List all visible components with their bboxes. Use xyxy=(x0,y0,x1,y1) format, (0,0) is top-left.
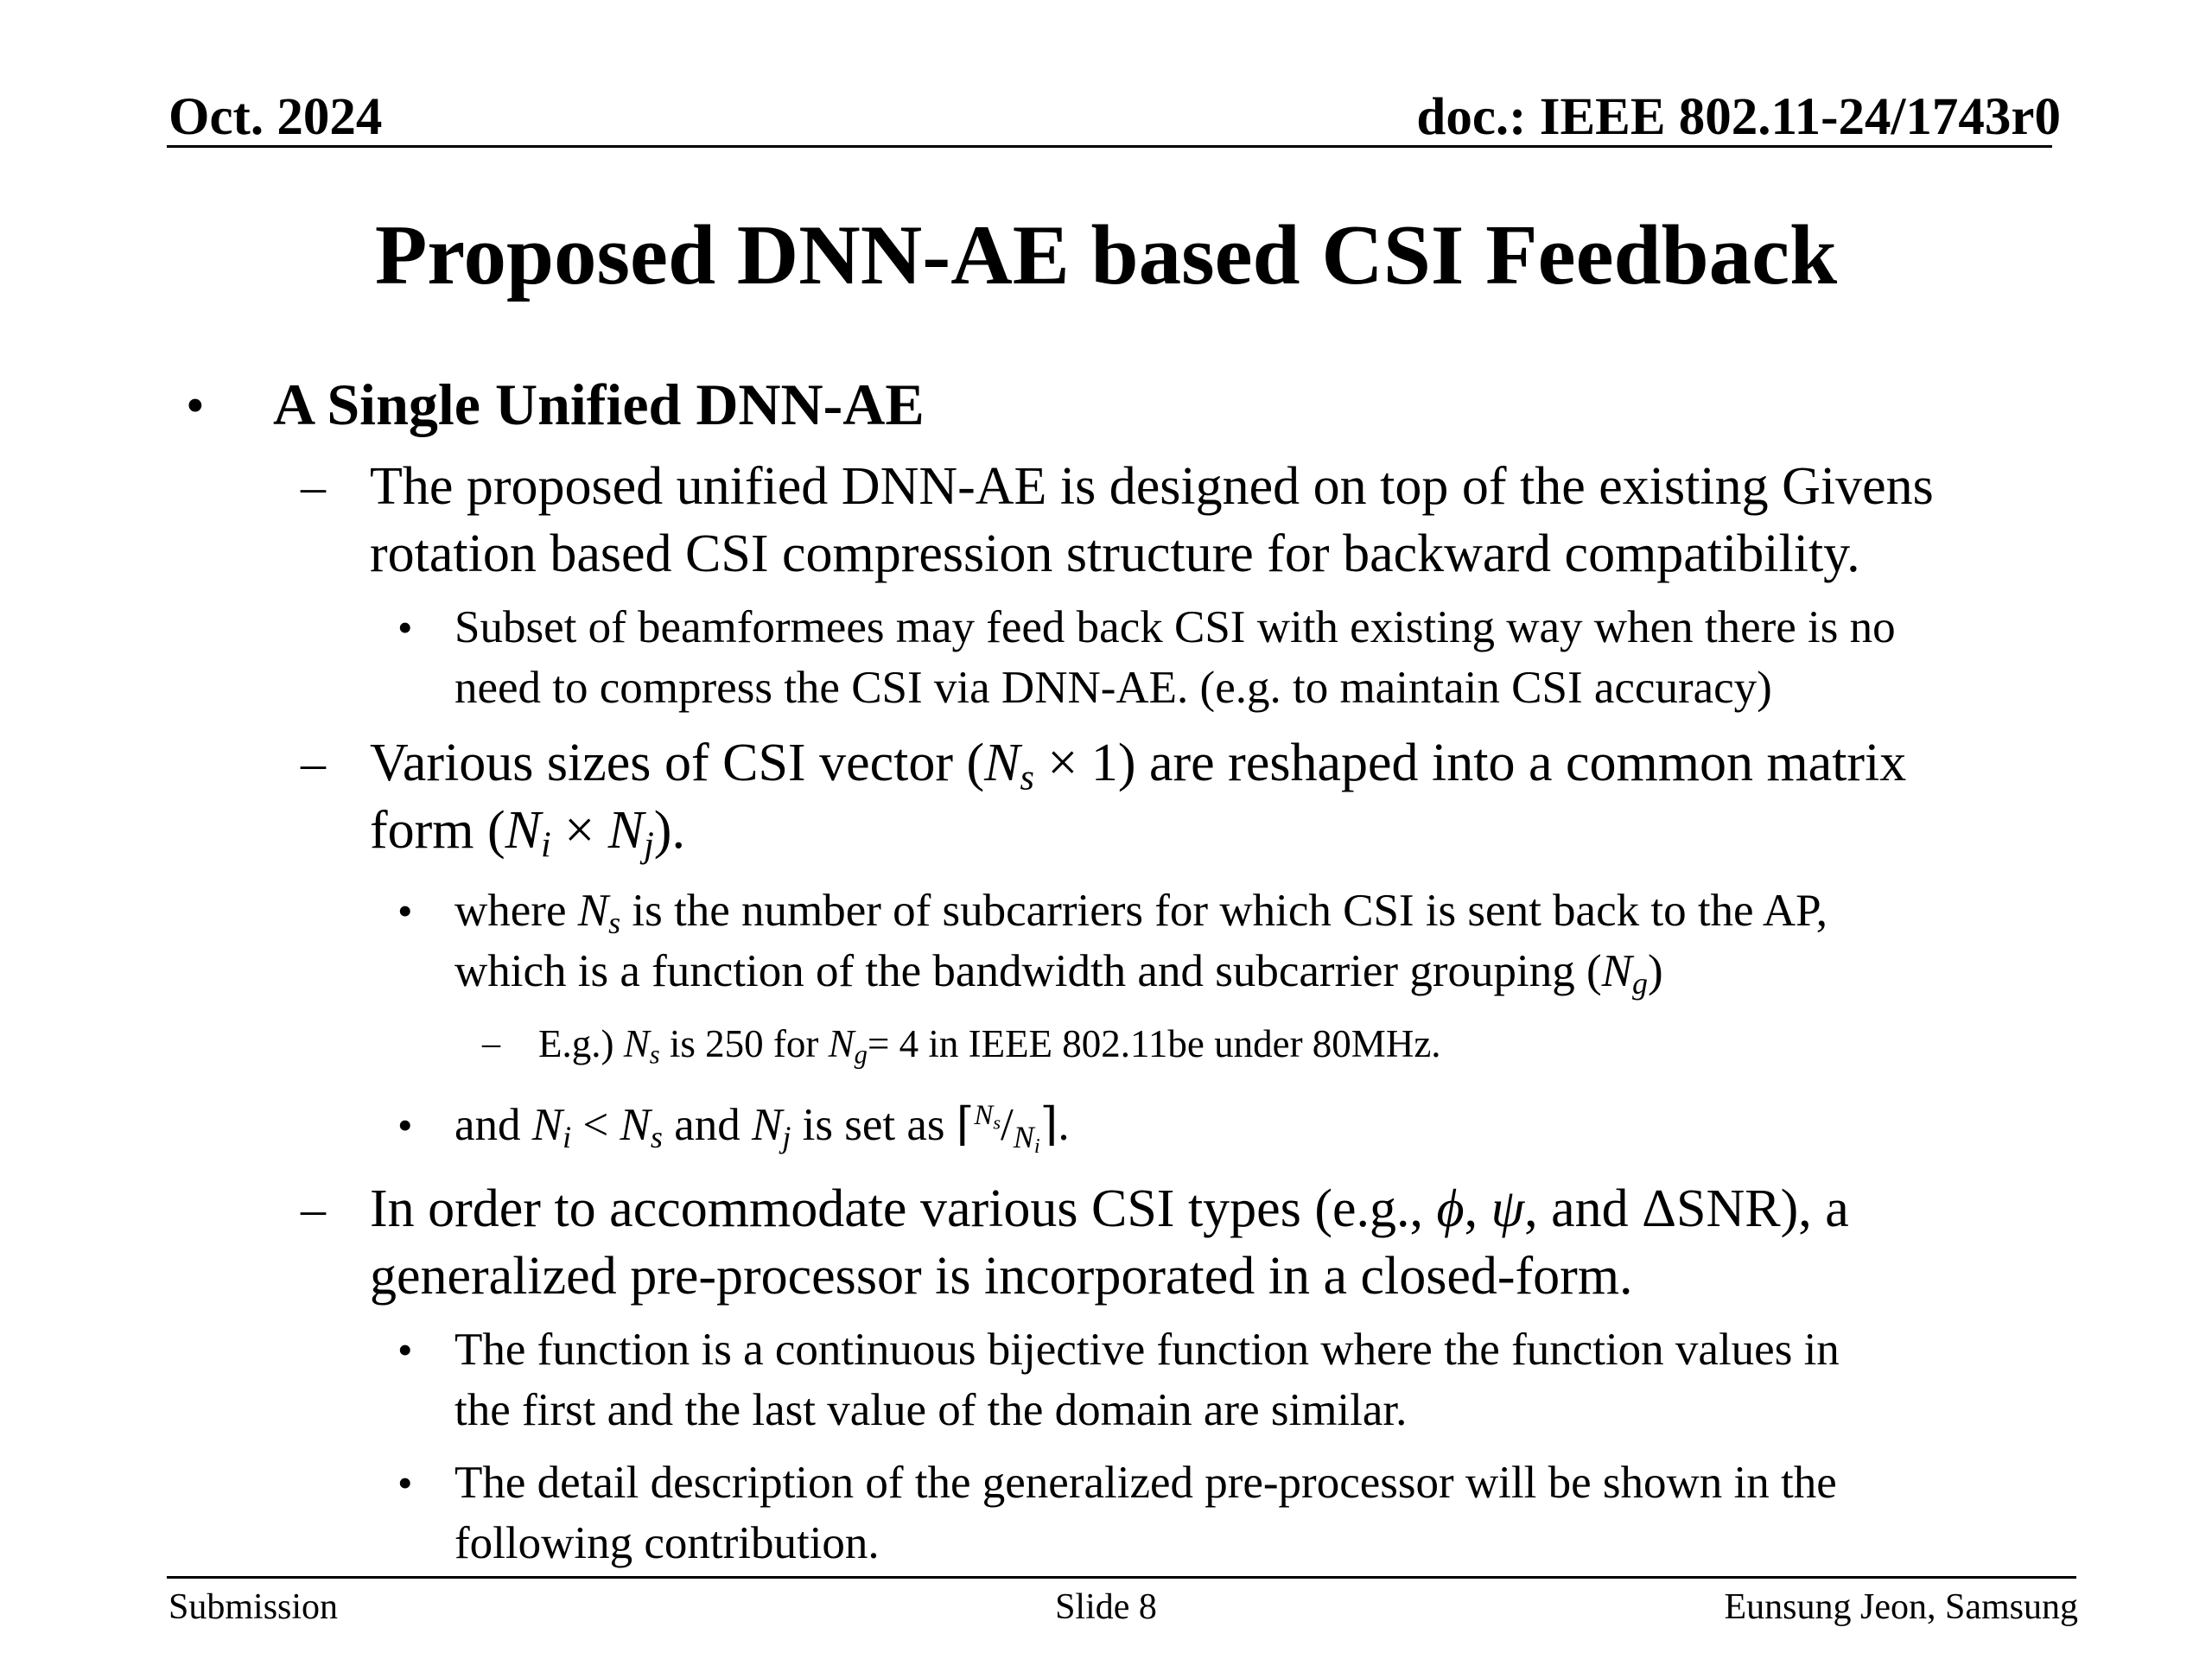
ceil-right: ⌉ xyxy=(1039,1100,1058,1150)
item1-sub1-line1: Subset of beamformees may feed back CSI with existing way when there is no xyxy=(454,602,1896,652)
heading-single-unified: A Single Unified DNN-AE xyxy=(273,372,925,437)
dash-marker: – xyxy=(301,734,326,791)
item2-sub1-line2: which is a function of the bandwidth and subcarrier grouping $(N_g)$ xyxy=(454,946,1663,1001)
item3-sub1-line2: the first and the last value of the domain are similar. xyxy=(454,1385,1408,1435)
math-N: N xyxy=(751,1100,783,1150)
math-sub-g: g xyxy=(854,1039,868,1070)
dash-marker: – xyxy=(482,1024,500,1064)
item3-line2: generalized pre-processor is incorporated in a closed-form. xyxy=(370,1247,1633,1306)
bullet-marker: • xyxy=(397,1459,413,1507)
math-N: N xyxy=(620,1100,651,1150)
math-N: N xyxy=(623,1022,650,1065)
math-N: N xyxy=(505,801,542,860)
math-N: N xyxy=(1601,946,1632,996)
math-N: N xyxy=(828,1022,855,1065)
footer-divider xyxy=(167,1576,2076,1579)
item1-line2: rotation based CSI compression structure for backward compatibility. xyxy=(370,524,1860,583)
math-N: N xyxy=(577,886,609,936)
math-sub-s: s xyxy=(1020,757,1034,798)
footer-author: Eunsung Jeon, Samsung xyxy=(1724,1587,2078,1627)
header-date: Oct. 2024 xyxy=(168,88,383,146)
math-sub-j: j xyxy=(644,824,654,866)
footer-slide-number: Slide 8 xyxy=(1055,1587,1157,1627)
math-phi: ϕ xyxy=(1436,1179,1465,1238)
slide-title: Proposed DNN-AE based CSI Feedback xyxy=(374,208,1838,302)
item2-sub1-line1: where $N_s$ is the number of subcarriers for which CSI is sent back to the AP, xyxy=(454,886,1828,940)
ceil-left: ⌈ xyxy=(956,1100,975,1150)
math-sub-s: s xyxy=(649,1039,660,1070)
bullet-marker: • xyxy=(397,887,413,935)
dash-marker: – xyxy=(301,458,326,514)
dash-marker: – xyxy=(301,1180,326,1236)
item3-sub1-line1: The function is a continuous bijective function where the function values in xyxy=(454,1325,1840,1375)
math-sub-g: g xyxy=(1631,966,1648,1001)
math-sub-j: j xyxy=(782,1120,791,1154)
math-sub-i: i xyxy=(541,824,551,866)
math-sub-s: s xyxy=(650,1120,663,1154)
item1-sub1-line2: need to compress the CSI via DNN-AE. (e.g. to maintain CSI accuracy) xyxy=(454,663,1772,713)
math-sub-s: s xyxy=(608,906,621,940)
math-N: N xyxy=(607,801,645,860)
math-sub-i: i xyxy=(563,1120,572,1154)
item3-sub2-line2: following contribution. xyxy=(454,1518,880,1568)
item2-sub2: and $N_i < N_s$ and $N_j$ is set as $⌈^{N_s}/_{N_i}⌉$. xyxy=(454,1099,1070,1159)
header-divider xyxy=(167,145,2052,148)
item2-line2: form $(N_i \times N_j)$. xyxy=(370,801,685,866)
math-psi: ψ xyxy=(1491,1179,1525,1238)
item3-line1: In order to accommodate various CSI types (e.g., ϕ, ψ, and ΔSNR), a xyxy=(370,1179,1849,1238)
bullet-marker: • xyxy=(397,603,413,652)
header-doc-id: doc.: IEEE 802.11-24/1743r0 xyxy=(1416,88,2061,146)
bullet-marker: • xyxy=(397,1101,413,1149)
bullet-marker: • xyxy=(397,1325,413,1374)
bullet-marker: • xyxy=(186,377,205,435)
item2-example: E.g.) $N_s$ is 250 for $N_g= 4$ in IEEE 802.11be under 80MHz. xyxy=(538,1022,1441,1070)
fraction-slash: / xyxy=(1001,1100,1014,1150)
math-N: N xyxy=(531,1100,563,1150)
math-N: N xyxy=(984,734,1020,792)
item3-sub2-line1: The detail description of the generalized pre-processor will be shown in the xyxy=(454,1458,1837,1508)
item2-line1: Various sizes of CSI vector $(N_s \times 1)$ are reshaped into a common matrix xyxy=(370,734,1907,798)
footer-submission: Submission xyxy=(168,1587,339,1627)
item1-line1: The proposed unified DNN-AE is designed on top of the existing Givens xyxy=(370,457,1934,516)
